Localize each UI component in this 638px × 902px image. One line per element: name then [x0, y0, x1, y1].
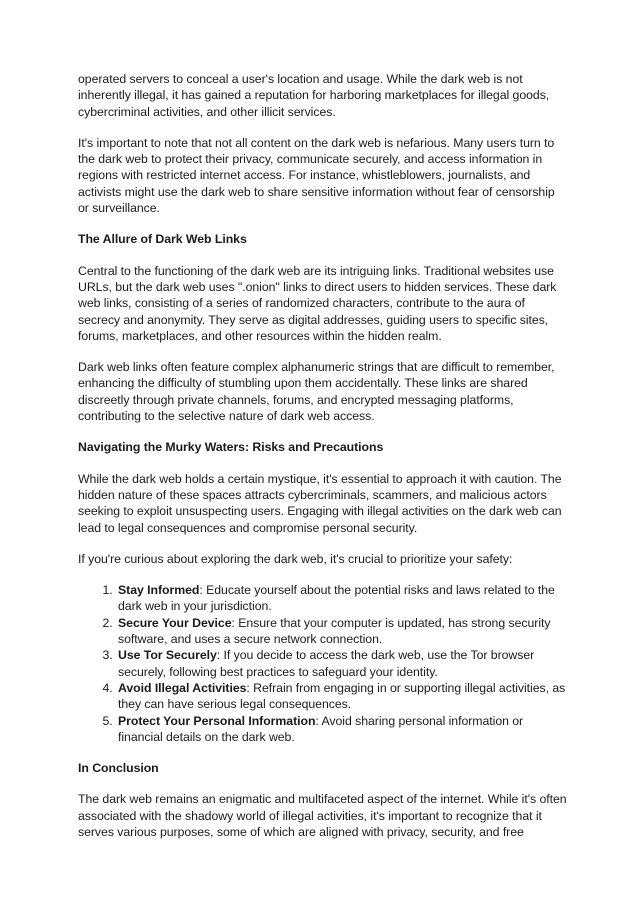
paragraph-intro-continued: operated servers to conceal a user's location and usage. While the dark web is not inherently illegal, it has gained a reputation for harboring marketplaces for illegal goods, cybercriminal activities, and other illicit services.: [78, 72, 550, 119]
list-item: [116, 713, 568, 746]
heading-risks-precautions: Navigating the Murky Waters: Risks and Precautions: [78, 440, 384, 455]
paragraph-caution: While the dark web holds a certain mystique, it's essential to approach it with caution. The hidden nature of these spaces attracts cybercriminals, scammers, and malicious actors seeking to exploit unsuspecting users. Engaging with illegal activities on the dark web can lead to legal consequences and compromise personal security.: [78, 471, 562, 535]
paragraph-link-complexity: Dark web links often feature complex alphanumeric strings that are difficult to remember, enhancing the difficulty of stumbling upon them accidentally. These links are shared discreetly through private channels, forums, and encrypted messaging platforms, contributing to the selective nature of dark web access.: [78, 360, 555, 424]
paragraph-safety-intro: If you're curious about exploring the dark web, it's crucial to prioritize your safety:: [78, 551, 513, 566]
safety-tips-list: [78, 582, 568, 745]
list-item-term: Protect Your Personal Information: [118, 713, 316, 728]
list-item-term: Use Tor Securely: [118, 648, 217, 663]
list-item-text: : Refrain from engaging in or supporting illegal activities, as they can have serious legal consequences.: [118, 680, 566, 712]
heading-allure-of-links: The Allure of Dark Web Links: [78, 232, 247, 247]
document-page: [78, 71, 568, 855]
paragraph-conclusion: The dark web remains an enigmatic and multifaceted aspect of the internet. While it's often associated with the shadowy world of illegal activities, it's important to recognize that it serves various purposes, some of which are aligned with privacy, security, and free: [78, 792, 567, 839]
list-item-text: : If you decide to access the dark web, use the Tor browser securely, following best practices to safeguard your identity.: [118, 648, 535, 679]
paragraph-onion-links: Central to the functioning of the dark web are its intriguing links. Traditional websites use URLs, but the dark web uses ".onion" links to direct users to hidden services. These dark web links, consisting of a series of randomized characters, contribute to the aura of secrecy and anonymity. They serve as digital addresses, guiding users to specific sites, forums, marketplaces, and other resources within the hidden realm.: [78, 263, 557, 343]
list-item: [116, 582, 568, 615]
list-item-term: Avoid Illegal Activities: [118, 680, 247, 695]
list-item: [116, 615, 568, 648]
heading-conclusion: In Conclusion: [78, 761, 159, 776]
list-item-text: : Ensure that your computer is updated, has strong security software, and uses a secure network connection.: [118, 615, 551, 647]
list-item: [116, 680, 568, 713]
list-item-text: : Avoid sharing personal information or financial details on the dark web.: [118, 713, 524, 744]
list-item-text: : Educate yourself about the potential risks and laws related to the dark web in your jurisdiction.: [118, 583, 555, 614]
list-item-term: Secure Your Device: [118, 615, 232, 630]
list-item-term: Stay Informed: [118, 583, 200, 598]
list-item: [116, 647, 568, 680]
paragraph-legitimate-uses: It's important to note that not all content on the dark web is nefarious. Many users turn to the dark web to protect their privacy, communicate securely, and access information in regions with restricted internet access. For instance, whistleblowers, journalists, and activists might use the dark web to share sensitive information without fear of censorship or surveillance.: [78, 135, 555, 216]
